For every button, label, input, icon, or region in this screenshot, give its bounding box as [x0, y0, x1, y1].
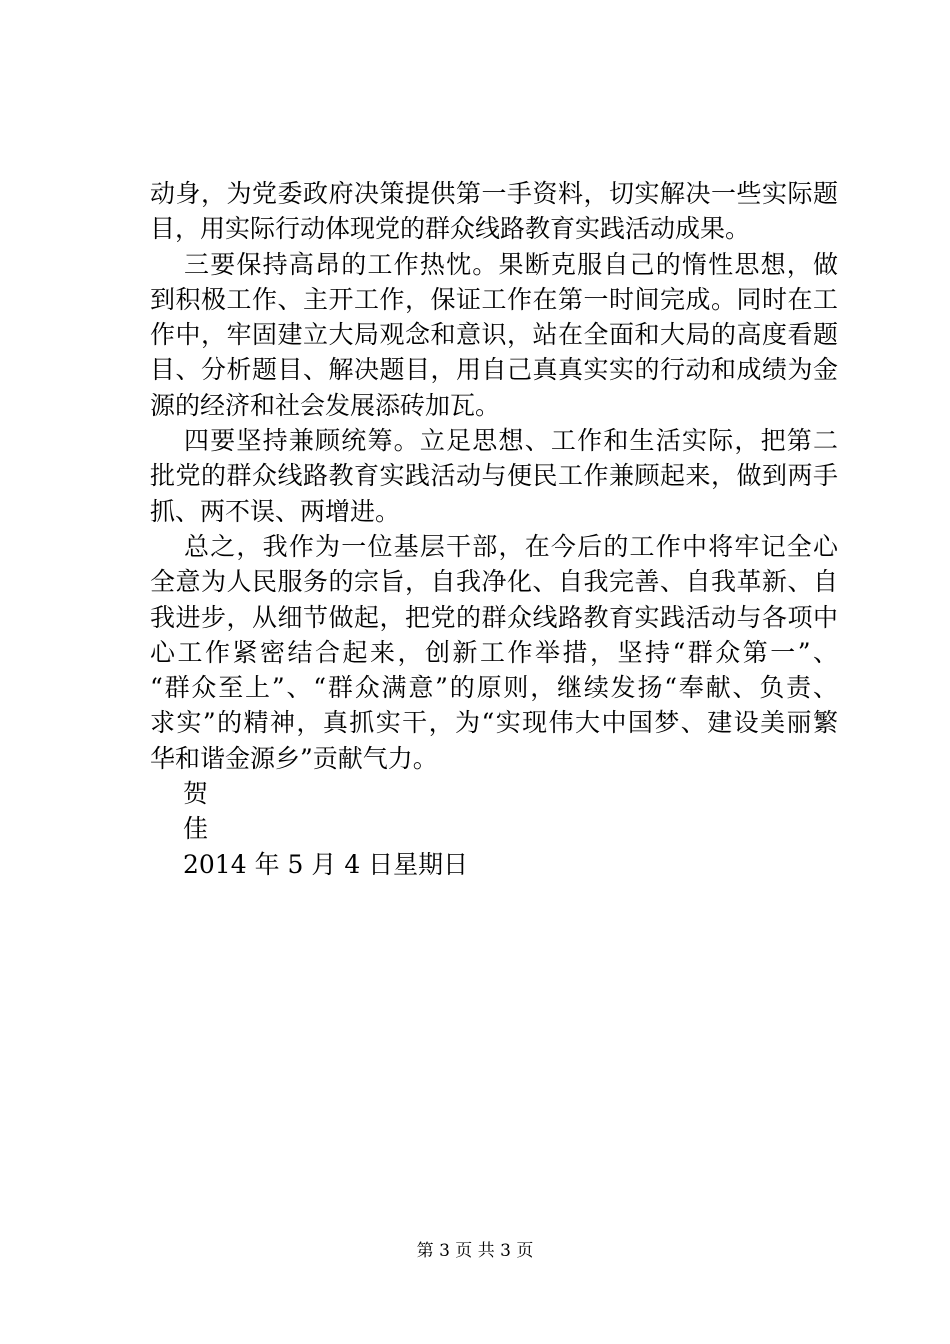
paragraph-line: 目、分析题目、解决题目，用自己真真实实的行动和成绩为金: [150, 355, 838, 385]
page-number-label: 第 3 页 共 3 页: [416, 1241, 534, 1261]
paragraph-line: 三要保持高昂的工作热忱。果断克服自己的惰性思想，做: [184, 249, 838, 279]
paragraph-line: 批党的群众线路教育实践活动与便民工作兼顾起来，做到两手: [150, 461, 838, 491]
paragraph-line: 作中，牢固建立大局观念和意识，站在全面和大局的高度看题: [150, 320, 838, 350]
signature-name-line-1: 贺: [183, 779, 209, 809]
paragraph-line: 抓、两不误、两增进。: [150, 496, 401, 526]
signature-date: 2014 年 5 月 4 日星期日: [183, 849, 469, 879]
paragraph-line: 华和谐金源乡”贡献气力。: [150, 743, 438, 773]
paragraph-line: “群众至上”、“群众满意”的原则，继续发扬“奉献、负责、: [150, 673, 838, 703]
paragraph-line: 我进步，从细节做起，把党的群众线路教育实践活动与各项中: [150, 602, 838, 632]
paragraph-line: 心工作紧密结合起来，创新工作举措，坚持“群众第一”、: [150, 637, 838, 667]
paragraph-line: 到积极工作、主开工作，保证工作在第一时间完成。同时在工: [150, 284, 838, 314]
paragraph-line: 求实”的精神，真抓实干，为“实现伟大中国梦、建设美丽繁: [150, 708, 838, 738]
paragraph-line: 动身，为党委政府决策提供第一手资料，切实解决一些实际题: [150, 179, 838, 208]
paragraph-line: 全意为人民服务的宗旨，自我净化、自我完善、自我革新、自: [150, 567, 838, 597]
paragraph-line: 四要坚持兼顾统筹。立足思想、工作和生活实际，把第二: [184, 426, 838, 456]
page-footer: [0, 1241, 950, 1261]
paragraph-line: 总之，我作为一位基层干部，在今后的工作中将牢记全心: [184, 531, 838, 561]
paragraph-line: 目，用实际行动体现党的群众线路教育实践活动成果。: [150, 214, 751, 244]
paragraph-line: 源的经济和社会发展添砖加瓦。: [150, 390, 501, 420]
signature-name-line-2: 佳: [183, 814, 209, 844]
document-body: [150, 176, 838, 882]
